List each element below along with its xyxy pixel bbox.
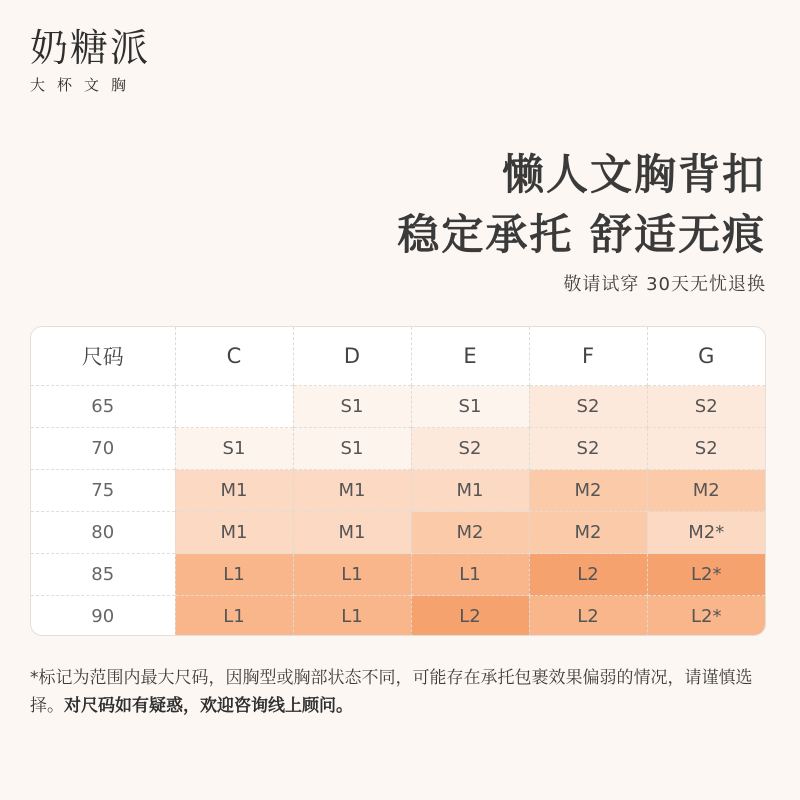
- brand-logo: [30, 26, 150, 95]
- table-row: [31, 428, 765, 470]
- cup-header: E: [411, 327, 529, 386]
- size-cell: S2: [647, 428, 765, 470]
- corner-label: 尺码: [81, 345, 124, 369]
- table-row: [31, 554, 765, 596]
- size-cell: S2: [647, 386, 765, 428]
- size-cell: L1: [175, 554, 293, 596]
- footnote: [30, 664, 770, 720]
- size-cell: L2*: [647, 596, 765, 637]
- size-cell: M1: [175, 512, 293, 554]
- table-row: [31, 386, 765, 428]
- size-cell: L1: [411, 554, 529, 596]
- size-cell: S2: [529, 428, 647, 470]
- size-cell: S2: [529, 386, 647, 428]
- brand-subtitle: 大杯文胸: [30, 76, 139, 94]
- size-cell: [175, 386, 293, 428]
- size-cell: S1: [175, 428, 293, 470]
- size-cell: M2: [529, 512, 647, 554]
- band-size-label: 90: [31, 596, 175, 637]
- band-size-label: 85: [31, 554, 175, 596]
- size-cell: M1: [411, 470, 529, 512]
- cup-header: C: [175, 327, 293, 386]
- table-row: [31, 512, 765, 554]
- footnote-bold-text: 对尺码如有疑惑，欢迎咨询线上顾问。: [64, 696, 353, 716]
- table-row: [31, 596, 765, 637]
- band-size-label: 80: [31, 512, 175, 554]
- size-cell: L2: [529, 554, 647, 596]
- size-cell: M1: [293, 470, 411, 512]
- size-cell: M1: [293, 512, 411, 554]
- size-cell: L2: [529, 596, 647, 637]
- band-size-label: 70: [31, 428, 175, 470]
- size-cell: M2: [529, 470, 647, 512]
- brand-name: 奶糖派: [30, 26, 151, 70]
- size-cell: L1: [175, 596, 293, 637]
- table-row: [31, 470, 765, 512]
- headline-line2: 稳定承托 舒适无痕: [397, 210, 766, 259]
- size-cell: S1: [411, 386, 529, 428]
- size-chart: [30, 326, 766, 636]
- footnote-text: *标记为范围内最大尺码，因胸型或胸部状态不同，可能存在承托包裹效果偏弱的情况，请谨慎选择。: [30, 668, 753, 716]
- size-cell: S1: [293, 386, 411, 428]
- header-row: [31, 327, 765, 386]
- cup-header: D: [293, 327, 411, 386]
- size-cell: L2: [411, 596, 529, 637]
- size-cell: S1: [293, 428, 411, 470]
- size-cell: M2: [647, 470, 765, 512]
- cup-header: F: [529, 327, 647, 386]
- headline-line1: 懒人文胸背扣: [501, 150, 766, 199]
- cup-header: G: [647, 327, 765, 386]
- size-cell: M1: [175, 470, 293, 512]
- size-cell: L1: [293, 596, 411, 637]
- size-cell: L1: [293, 554, 411, 596]
- tagline: 敬请试穿 30天无忧退换: [563, 274, 766, 295]
- band-size-label: 75: [31, 470, 175, 512]
- size-cell: S2: [411, 428, 529, 470]
- size-cell: M2*: [647, 512, 765, 554]
- size-cell: M2: [411, 512, 529, 554]
- size-table: [31, 327, 765, 636]
- size-cell: L2*: [647, 554, 765, 596]
- band-size-label: 65: [31, 386, 175, 428]
